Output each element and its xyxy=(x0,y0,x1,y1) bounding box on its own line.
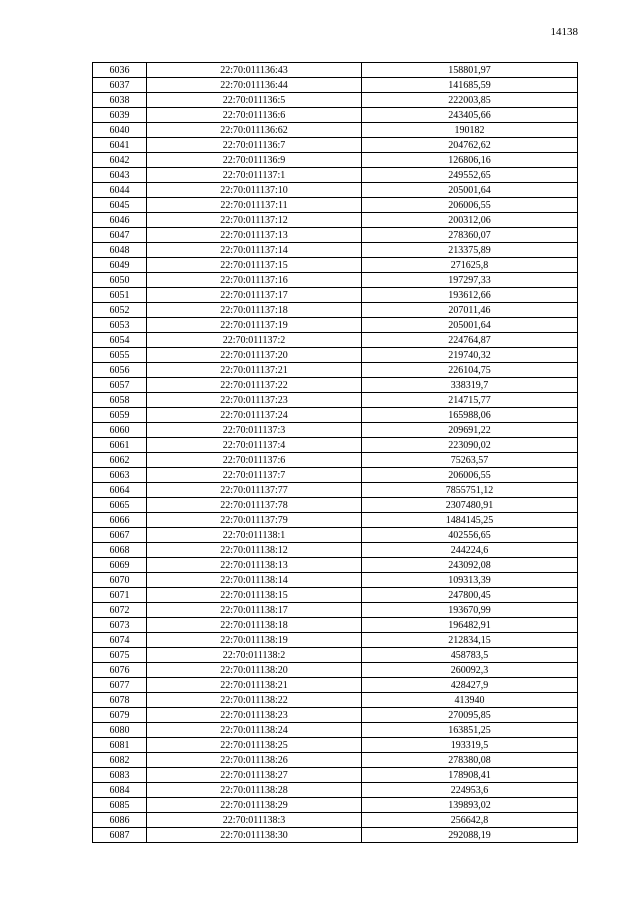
value-cell: 244224,6 xyxy=(362,543,578,558)
value-cell: 270095,85 xyxy=(362,708,578,723)
page-number: 14138 xyxy=(550,26,578,38)
row-number-cell: 6062 xyxy=(93,453,147,468)
table-row xyxy=(93,363,578,378)
cadastral-number-cell: 22:70:011137:16 xyxy=(147,273,362,288)
cadastral-number-cell: 22:70:011137:77 xyxy=(147,483,362,498)
table-row xyxy=(93,588,578,603)
table-row xyxy=(93,693,578,708)
table-body xyxy=(93,63,578,843)
value-cell: 256642,8 xyxy=(362,813,578,828)
value-cell: 209691,22 xyxy=(362,423,578,438)
table-row xyxy=(93,228,578,243)
row-number-cell: 6041 xyxy=(93,138,147,153)
table-row xyxy=(93,663,578,678)
row-number-cell: 6057 xyxy=(93,378,147,393)
value-cell: 207011,46 xyxy=(362,303,578,318)
value-cell: 278360,07 xyxy=(362,228,578,243)
table-row xyxy=(93,183,578,198)
row-number-cell: 6066 xyxy=(93,513,147,528)
row-number-cell: 6063 xyxy=(93,468,147,483)
cadastral-number-cell: 22:70:011137:79 xyxy=(147,513,362,528)
cadastral-number-cell: 22:70:011137:24 xyxy=(147,408,362,423)
table-row xyxy=(93,618,578,633)
cadastral-number-cell: 22:70:011137:12 xyxy=(147,213,362,228)
row-number-cell: 6054 xyxy=(93,333,147,348)
table-row xyxy=(93,273,578,288)
value-cell: 200312,06 xyxy=(362,213,578,228)
row-number-cell: 6086 xyxy=(93,813,147,828)
row-number-cell: 6061 xyxy=(93,438,147,453)
value-cell: 260092,3 xyxy=(362,663,578,678)
value-cell: 139893,02 xyxy=(362,798,578,813)
row-number-cell: 6084 xyxy=(93,783,147,798)
value-cell: 141685,59 xyxy=(362,78,578,93)
table-row xyxy=(93,408,578,423)
table-row xyxy=(93,813,578,828)
cadastral-number-cell: 22:70:011138:27 xyxy=(147,768,362,783)
cadastral-number-cell: 22:70:011138:18 xyxy=(147,618,362,633)
cadastral-number-cell: 22:70:011136:5 xyxy=(147,93,362,108)
row-number-cell: 6036 xyxy=(93,63,147,78)
row-number-cell: 6060 xyxy=(93,423,147,438)
table-row xyxy=(93,723,578,738)
row-number-cell: 6052 xyxy=(93,303,147,318)
value-cell: 178908,41 xyxy=(362,768,578,783)
row-number-cell: 6056 xyxy=(93,363,147,378)
value-cell: 428427,9 xyxy=(362,678,578,693)
table-row xyxy=(93,333,578,348)
cadastral-number-cell: 22:70:011137:15 xyxy=(147,258,362,273)
table-row xyxy=(93,63,578,78)
row-number-cell: 6077 xyxy=(93,678,147,693)
row-number-cell: 6047 xyxy=(93,228,147,243)
table-row xyxy=(93,318,578,333)
table-row xyxy=(93,138,578,153)
value-cell: 413940 xyxy=(362,693,578,708)
table-row xyxy=(93,648,578,663)
table-row xyxy=(93,573,578,588)
table-row xyxy=(93,483,578,498)
table-row xyxy=(93,93,578,108)
table-row xyxy=(93,753,578,768)
table-row xyxy=(93,513,578,528)
cadastral-number-cell: 22:70:011138:1 xyxy=(147,528,362,543)
value-cell: 212834,15 xyxy=(362,633,578,648)
row-number-cell: 6080 xyxy=(93,723,147,738)
value-cell: 214715,77 xyxy=(362,393,578,408)
cadastral-value-table xyxy=(92,62,578,843)
cadastral-number-cell: 22:70:011138:20 xyxy=(147,663,362,678)
value-cell: 292088,19 xyxy=(362,828,578,843)
value-cell: 247800,45 xyxy=(362,588,578,603)
value-cell: 126806,16 xyxy=(362,153,578,168)
row-number-cell: 6044 xyxy=(93,183,147,198)
value-cell: 249552,65 xyxy=(362,168,578,183)
table-row xyxy=(93,633,578,648)
cadastral-number-cell: 22:70:011136:7 xyxy=(147,138,362,153)
cadastral-number-cell: 22:70:011137:1 xyxy=(147,168,362,183)
cadastral-number-cell: 22:70:011138:25 xyxy=(147,738,362,753)
value-cell: 193612,66 xyxy=(362,288,578,303)
value-cell: 223090,02 xyxy=(362,438,578,453)
row-number-cell: 6076 xyxy=(93,663,147,678)
row-number-cell: 6049 xyxy=(93,258,147,273)
value-cell: 7855751,12 xyxy=(362,483,578,498)
table-row xyxy=(93,738,578,753)
row-number-cell: 6050 xyxy=(93,273,147,288)
table-row xyxy=(93,768,578,783)
value-cell: 205001,64 xyxy=(362,318,578,333)
row-number-cell: 6058 xyxy=(93,393,147,408)
cadastral-number-cell: 22:70:011136:43 xyxy=(147,63,362,78)
cadastral-number-cell: 22:70:011136:44 xyxy=(147,78,362,93)
cadastral-number-cell: 22:70:011136:9 xyxy=(147,153,362,168)
value-cell: 224953,6 xyxy=(362,783,578,798)
table-row xyxy=(93,288,578,303)
cadastral-number-cell: 22:70:011137:2 xyxy=(147,333,362,348)
value-cell: 197297,33 xyxy=(362,273,578,288)
table-row xyxy=(93,153,578,168)
value-cell: 205001,64 xyxy=(362,183,578,198)
row-number-cell: 6073 xyxy=(93,618,147,633)
cadastral-number-cell: 22:70:011137:19 xyxy=(147,318,362,333)
row-number-cell: 6087 xyxy=(93,828,147,843)
cadastral-number-cell: 22:70:011137:4 xyxy=(147,438,362,453)
value-cell: 206006,55 xyxy=(362,198,578,213)
cadastral-number-cell: 22:70:011138:28 xyxy=(147,783,362,798)
row-number-cell: 6051 xyxy=(93,288,147,303)
row-number-cell: 6074 xyxy=(93,633,147,648)
row-number-cell: 6064 xyxy=(93,483,147,498)
cadastral-number-cell: 22:70:011137:17 xyxy=(147,288,362,303)
table-row xyxy=(93,258,578,273)
cadastral-number-cell: 22:70:011138:19 xyxy=(147,633,362,648)
value-cell: 278380,08 xyxy=(362,753,578,768)
row-number-cell: 6070 xyxy=(93,573,147,588)
table-row xyxy=(93,603,578,618)
cadastral-number-cell: 22:70:011137:10 xyxy=(147,183,362,198)
cadastral-number-cell: 22:70:011138:26 xyxy=(147,753,362,768)
row-number-cell: 6083 xyxy=(93,768,147,783)
cadastral-number-cell: 22:70:011136:62 xyxy=(147,123,362,138)
row-number-cell: 6045 xyxy=(93,198,147,213)
value-cell: 224764,87 xyxy=(362,333,578,348)
cadastral-number-cell: 22:70:011138:3 xyxy=(147,813,362,828)
table-row xyxy=(93,708,578,723)
table-row xyxy=(93,213,578,228)
cadastral-number-cell: 22:70:011138:29 xyxy=(147,798,362,813)
cadastral-number-cell: 22:70:011137:6 xyxy=(147,453,362,468)
cadastral-number-cell: 22:70:011137:11 xyxy=(147,198,362,213)
cadastral-number-cell: 22:70:011138:2 xyxy=(147,648,362,663)
table-row xyxy=(93,453,578,468)
row-number-cell: 6053 xyxy=(93,318,147,333)
cadastral-number-cell: 22:70:011138:21 xyxy=(147,678,362,693)
value-cell: 193319,5 xyxy=(362,738,578,753)
value-cell: 2307480,91 xyxy=(362,498,578,513)
table-row xyxy=(93,783,578,798)
row-number-cell: 6038 xyxy=(93,93,147,108)
value-cell: 213375,89 xyxy=(362,243,578,258)
table-row xyxy=(93,108,578,123)
row-number-cell: 6072 xyxy=(93,603,147,618)
table-row xyxy=(93,798,578,813)
cadastral-number-cell: 22:70:011137:20 xyxy=(147,348,362,363)
row-number-cell: 6048 xyxy=(93,243,147,258)
value-cell: 1484145,25 xyxy=(362,513,578,528)
row-number-cell: 6079 xyxy=(93,708,147,723)
value-cell: 190182 xyxy=(362,123,578,138)
value-cell: 271625,8 xyxy=(362,258,578,273)
value-cell: 338319,7 xyxy=(362,378,578,393)
row-number-cell: 6081 xyxy=(93,738,147,753)
row-number-cell: 6078 xyxy=(93,693,147,708)
value-cell: 163851,25 xyxy=(362,723,578,738)
table-row xyxy=(93,558,578,573)
value-cell: 165988,06 xyxy=(362,408,578,423)
value-cell: 222003,85 xyxy=(362,93,578,108)
cadastral-number-cell: 22:70:011137:7 xyxy=(147,468,362,483)
row-number-cell: 6065 xyxy=(93,498,147,513)
cadastral-number-cell: 22:70:011138:15 xyxy=(147,588,362,603)
row-number-cell: 6071 xyxy=(93,588,147,603)
table-row xyxy=(93,243,578,258)
table-row xyxy=(93,303,578,318)
cadastral-number-cell: 22:70:011136:6 xyxy=(147,108,362,123)
table-row xyxy=(93,438,578,453)
cadastral-number-cell: 22:70:011138:12 xyxy=(147,543,362,558)
cadastral-number-cell: 22:70:011137:22 xyxy=(147,378,362,393)
cadastral-number-cell: 22:70:011138:22 xyxy=(147,693,362,708)
value-cell: 158801,97 xyxy=(362,63,578,78)
table-row xyxy=(93,423,578,438)
row-number-cell: 6068 xyxy=(93,543,147,558)
table-row xyxy=(93,168,578,183)
value-cell: 458783,5 xyxy=(362,648,578,663)
table-row xyxy=(93,498,578,513)
value-cell: 402556,65 xyxy=(362,528,578,543)
value-cell: 219740,32 xyxy=(362,348,578,363)
table-row xyxy=(93,348,578,363)
row-number-cell: 6042 xyxy=(93,153,147,168)
table-row xyxy=(93,393,578,408)
row-number-cell: 6069 xyxy=(93,558,147,573)
row-number-cell: 6067 xyxy=(93,528,147,543)
value-cell: 204762,62 xyxy=(362,138,578,153)
row-number-cell: 6082 xyxy=(93,753,147,768)
value-cell: 75263,57 xyxy=(362,453,578,468)
table-row xyxy=(93,543,578,558)
cadastral-number-cell: 22:70:011137:21 xyxy=(147,363,362,378)
value-cell: 243092,08 xyxy=(362,558,578,573)
row-number-cell: 6043 xyxy=(93,168,147,183)
value-cell: 243405,66 xyxy=(362,108,578,123)
row-number-cell: 6075 xyxy=(93,648,147,663)
cadastral-number-cell: 22:70:011138:23 xyxy=(147,708,362,723)
row-number-cell: 6085 xyxy=(93,798,147,813)
value-cell: 206006,55 xyxy=(362,468,578,483)
table-row xyxy=(93,123,578,138)
cadastral-number-cell: 22:70:011138:17 xyxy=(147,603,362,618)
row-number-cell: 6059 xyxy=(93,408,147,423)
cadastral-number-cell: 22:70:011137:13 xyxy=(147,228,362,243)
table-row xyxy=(93,378,578,393)
table-row xyxy=(93,828,578,843)
value-cell: 109313,39 xyxy=(362,573,578,588)
row-number-cell: 6046 xyxy=(93,213,147,228)
value-cell: 226104,75 xyxy=(362,363,578,378)
table-row xyxy=(93,528,578,543)
cadastral-number-cell: 22:70:011138:14 xyxy=(147,573,362,588)
row-number-cell: 6037 xyxy=(93,78,147,93)
row-number-cell: 6055 xyxy=(93,348,147,363)
cadastral-number-cell: 22:70:011138:13 xyxy=(147,558,362,573)
cadastral-number-cell: 22:70:011138:24 xyxy=(147,723,362,738)
cadastral-number-cell: 22:70:011137:3 xyxy=(147,423,362,438)
table-row xyxy=(93,678,578,693)
cadastral-number-cell: 22:70:011137:23 xyxy=(147,393,362,408)
row-number-cell: 6039 xyxy=(93,108,147,123)
value-cell: 196482,91 xyxy=(362,618,578,633)
cadastral-number-cell: 22:70:011137:18 xyxy=(147,303,362,318)
table-row xyxy=(93,468,578,483)
table-row xyxy=(93,198,578,213)
value-cell: 193670,99 xyxy=(362,603,578,618)
table-row xyxy=(93,78,578,93)
cadastral-number-cell: 22:70:011138:30 xyxy=(147,828,362,843)
cadastral-number-cell: 22:70:011137:14 xyxy=(147,243,362,258)
cadastral-number-cell: 22:70:011137:78 xyxy=(147,498,362,513)
row-number-cell: 6040 xyxy=(93,123,147,138)
